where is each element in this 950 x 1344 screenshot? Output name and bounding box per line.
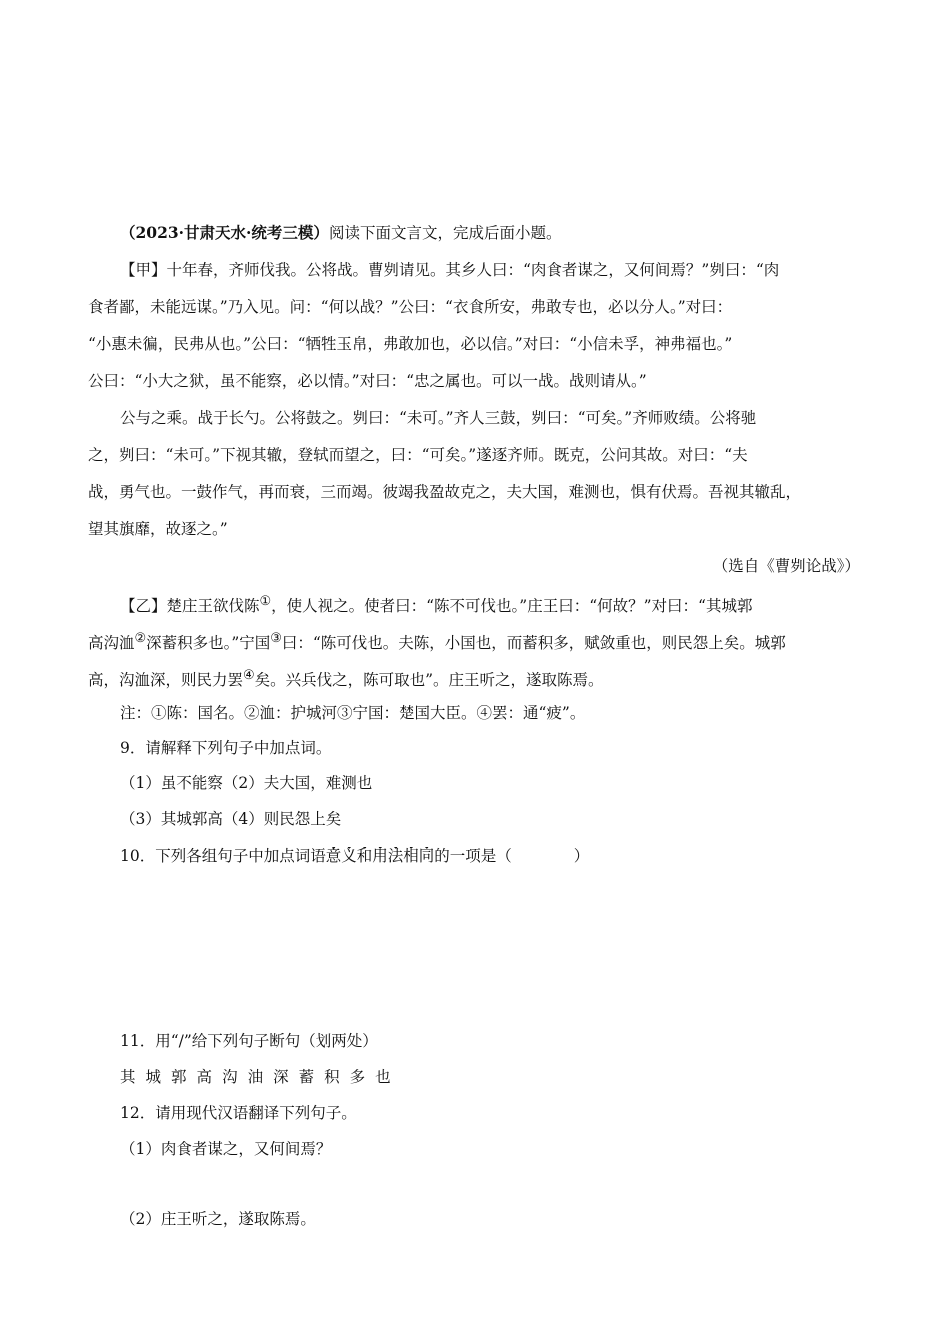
text-run: 矣 xyxy=(325,810,342,828)
text-run: （1）虽不能 xyxy=(120,774,208,792)
passage-a-line: 食者鄙，未能远谋。”乃入见。问：“何以战？”公曰：“衣食所安，弗敢专也，必以分人。”对曰： xyxy=(88,298,733,316)
text-run: 深蓄积多也。”宁国 xyxy=(146,634,271,653)
text-run: ，使人视之。使者曰：“陈不可伐也。”庄王曰：“何故？”对曰：“其城郭 xyxy=(271,597,753,616)
text-run: 高沟洫 xyxy=(88,634,135,653)
dotted-word: 郭 xyxy=(191,810,208,828)
text-run: 的一项是（ ） xyxy=(434,847,590,865)
q9-items-row xyxy=(88,809,892,829)
q9-items-row xyxy=(88,773,892,793)
text-run: （2）夫大国，难 xyxy=(222,774,342,792)
sentence-char: 油 xyxy=(247,1068,264,1086)
passage-a-line: 公与之乘。战于长勺。公将鼓之。刿曰：“未可。”齐人三鼓，刿曰：“可矣。”齐师败绩。公将驰 xyxy=(120,409,757,427)
sentence-char: 蓄 xyxy=(298,1068,315,1086)
passage-a-line: 【甲】十年春，齐师伐我。公将战。曹刿请见。其乡人曰：“肉食者谋之，又何间焉？”刿曰：“肉 xyxy=(120,261,780,279)
sentence-char: 沟 xyxy=(222,1068,238,1086)
q12-item-1: （1）肉食者谋之，又何间焉？ xyxy=(120,1140,332,1158)
q12-item-2: （2）庄王听之，遂取陈焉。 xyxy=(120,1210,316,1228)
sentence-char: 积 xyxy=(324,1068,340,1086)
passage-a-line: 战，勇气也。一鼓作气，再而衰，三而竭。彼竭我盈故克之，夫大国，难测也，惧有伏焉。吾视其辙乱， xyxy=(88,483,802,501)
passage-b-line xyxy=(88,666,860,690)
instruction-text: 阅读下面文言文，完成后面小题。 xyxy=(328,224,562,242)
question-heading xyxy=(88,223,892,243)
q11-sentence[interactable] xyxy=(88,1067,892,1087)
text-run: 【乙】楚庄王欲伐陈 xyxy=(120,597,260,616)
footnote-mark: ④ xyxy=(243,668,255,683)
q12-title: 12．请用现代汉语翻译下列句子。 xyxy=(120,1104,357,1122)
q10-title xyxy=(88,846,892,866)
text-run: 10．下列各组句子中加点词语 xyxy=(120,847,326,865)
text-run: 也 xyxy=(356,774,373,792)
source-tag: （2023·甘肃天水·统考三模） xyxy=(120,223,329,242)
footnotes: 注：①陈：国名。②洫：护城河③宁国：楚国大臣。④罢：通“疲”。 xyxy=(120,704,586,722)
footnote-mark: ② xyxy=(134,631,147,646)
footnote-mark: ① xyxy=(259,594,272,609)
sentence-char: 也 xyxy=(375,1068,391,1086)
text-run: （3）其城 xyxy=(120,810,192,828)
sentence-char: 深 xyxy=(273,1068,289,1086)
dotted-phrase: 意义和用法相同 xyxy=(325,847,435,865)
text-run: 矣。兴兵伐之，陈可取也”。庄王听之，遂取陈焉。 xyxy=(254,671,604,690)
footnote-mark: ③ xyxy=(270,631,282,646)
passage-a-line: 之，刿曰：“未可。”下视其辙，登轼而望之，曰：“可矣。”遂逐齐师。既克，公问其故。对曰：“夫 xyxy=(88,446,748,464)
dotted-word: 察 xyxy=(207,774,223,792)
citation: （选自《曹刿论战》） xyxy=(712,557,860,575)
text-run: 高（4）则民怨 xyxy=(207,810,311,828)
passage-a-line: 望其旗靡，故逐之。” xyxy=(88,520,228,538)
text-run: 高，沟洫深，则民力罢 xyxy=(88,671,244,690)
q9-title: 9．请解释下列句子中加点词。 xyxy=(120,739,332,757)
sentence-char: 多 xyxy=(349,1068,366,1086)
passage-a-line: “小惠未徧，民弗从也。”公曰：“牺牲玉帛，弗敢加也，必以信。”对曰：“小信未孚，神弗福也。” xyxy=(88,335,733,353)
sentence-char: 城 xyxy=(145,1068,162,1086)
passage-b-line xyxy=(88,629,860,653)
q11-title: 11．用“/”给下列句子断句（划两处） xyxy=(120,1032,378,1050)
sentence-char: 高 xyxy=(196,1068,213,1086)
passage-a-line: 公曰：“小大之狱，虽不能察，必以情。”对曰：“忠之属也。可以一战。战则请从。” xyxy=(88,372,647,390)
dotted-word: 上 xyxy=(310,810,326,828)
passage-b-line xyxy=(88,592,892,616)
dotted-word: 测 xyxy=(341,774,357,792)
sentence-char: 郭 xyxy=(171,1068,187,1086)
sentence-char: 其 xyxy=(120,1068,136,1086)
text-run: 曰：“陈可伐也。夫陈，小国也，而蓄积多，赋敛重也，则民怨上矣。城郭 xyxy=(281,634,786,653)
